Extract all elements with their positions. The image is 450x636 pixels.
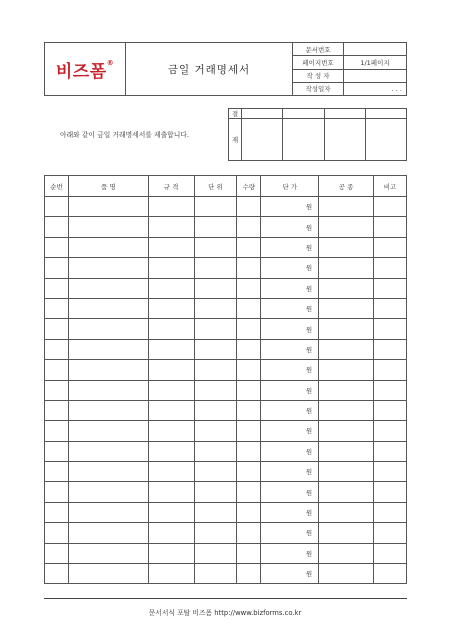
cell-quantity[interactable] [237, 217, 261, 237]
cell-spec[interactable] [148, 217, 194, 237]
cell-item-name[interactable] [68, 258, 148, 278]
cell-seq[interactable] [45, 462, 69, 482]
table-row [45, 360, 407, 380]
cell-spec[interactable] [148, 360, 194, 380]
cell-unit[interactable] [194, 360, 237, 380]
cell-quantity[interactable] [237, 339, 261, 359]
cell-work-type[interactable] [319, 339, 374, 359]
cell-seq[interactable] [45, 319, 69, 339]
cell-unit[interactable] [194, 237, 237, 257]
cell-item-name[interactable] [68, 564, 148, 584]
table-row [45, 543, 407, 563]
cell-quantity[interactable] [237, 400, 261, 420]
cell-quantity[interactable] [237, 421, 261, 441]
approval-slot-header [365, 109, 406, 119]
cell-unit-price[interactable]: 원 [261, 462, 319, 482]
cell-remarks[interactable] [374, 278, 407, 298]
cell-seq[interactable] [45, 278, 69, 298]
document-title: 금일 거래명세서 [126, 43, 293, 96]
cell-work-type[interactable] [319, 258, 374, 278]
statement-table [44, 175, 407, 584]
cell-item-name[interactable] [68, 298, 148, 318]
table-row [45, 421, 407, 441]
cell-work-type[interactable] [319, 482, 374, 502]
cell-item-name[interactable] [68, 217, 148, 237]
cell-seq[interactable] [45, 441, 69, 461]
cell-spec[interactable] [148, 523, 194, 543]
cell-quantity[interactable] [237, 360, 261, 380]
cell-spec[interactable] [148, 298, 194, 318]
cell-quantity[interactable] [237, 462, 261, 482]
cell-seq[interactable] [45, 339, 69, 359]
cell-unit[interactable] [194, 217, 237, 237]
cell-quantity[interactable] [237, 523, 261, 543]
cell-item-name[interactable] [68, 360, 148, 380]
table-row [45, 441, 407, 461]
cell-work-type[interactable] [319, 543, 374, 563]
cell-item-name[interactable] [68, 400, 148, 420]
cell-remarks[interactable] [374, 482, 407, 502]
cell-unit-price[interactable]: 원 [261, 543, 319, 563]
bizforms-logo: 비즈폼® [55, 58, 115, 82]
table-row [45, 400, 407, 420]
table-row [45, 523, 407, 543]
cell-remarks[interactable] [374, 400, 407, 420]
meta-value-date: . . . [344, 82, 407, 95]
approval-signature-slot [365, 119, 406, 161]
cell-item-name[interactable] [68, 462, 148, 482]
cell-quantity[interactable] [237, 298, 261, 318]
cell-remarks[interactable] [374, 523, 407, 543]
cell-quantity[interactable] [237, 197, 261, 217]
cell-unit-price[interactable]: 원 [261, 278, 319, 298]
cell-seq[interactable] [45, 543, 69, 563]
cell-seq[interactable] [45, 421, 69, 441]
logo-cell [45, 43, 126, 96]
cell-unit[interactable] [194, 564, 237, 584]
cell-spec[interactable] [148, 400, 194, 420]
cell-item-name[interactable] [68, 237, 148, 257]
cell-work-type[interactable] [319, 360, 374, 380]
cell-item-name[interactable] [68, 421, 148, 441]
cell-unit[interactable] [194, 502, 237, 522]
cell-item-name[interactable] [68, 441, 148, 461]
cell-work-type[interactable] [319, 523, 374, 543]
cell-seq[interactable] [45, 197, 69, 217]
cell-work-type[interactable] [319, 197, 374, 217]
cell-unit-price[interactable]: 원 [261, 360, 319, 380]
cell-item-name[interactable] [68, 197, 148, 217]
cell-spec[interactable] [148, 380, 194, 400]
cell-spec[interactable] [148, 278, 194, 298]
approval-signature-slot [242, 119, 283, 161]
cell-work-type[interactable] [319, 217, 374, 237]
cell-unit[interactable] [194, 298, 237, 318]
cell-quantity[interactable] [237, 482, 261, 502]
cell-unit-price[interactable]: 원 [261, 339, 319, 359]
cell-unit[interactable] [194, 421, 237, 441]
cell-work-type[interactable] [319, 441, 374, 461]
cell-unit-price[interactable]: 원 [261, 441, 319, 461]
table-row [45, 339, 407, 359]
header-spec: 규 격 [148, 176, 194, 197]
cell-work-type[interactable] [319, 421, 374, 441]
cell-spec[interactable] [148, 237, 194, 257]
cell-unit-price[interactable]: 원 [261, 298, 319, 318]
cell-unit-price[interactable]: 원 [261, 400, 319, 420]
cell-remarks[interactable] [374, 543, 407, 563]
cell-work-type[interactable] [319, 502, 374, 522]
meta-label-date: 작성일자 [293, 82, 344, 95]
meta-value-doc-number [344, 43, 407, 56]
table-row [45, 380, 407, 400]
meta-value-author [344, 69, 407, 82]
meta-label-page-number: 페이지번호 [293, 56, 344, 69]
cell-quantity[interactable] [237, 380, 261, 400]
cell-spec[interactable] [148, 543, 194, 563]
header-seq: 순번 [45, 176, 69, 197]
approval-slot-header [242, 109, 283, 119]
cell-remarks[interactable] [374, 441, 407, 461]
cell-spec[interactable] [148, 482, 194, 502]
cell-remarks[interactable] [374, 339, 407, 359]
cell-work-type[interactable] [319, 564, 374, 584]
cell-unit-price[interactable]: 원 [261, 564, 319, 584]
table-row [45, 217, 407, 237]
header-quantity: 수량 [237, 176, 261, 197]
header-remarks: 비고 [374, 176, 407, 197]
cell-spec[interactable] [148, 197, 194, 217]
table-row [45, 482, 407, 502]
header-unit: 단 위 [194, 176, 237, 197]
cell-remarks[interactable] [374, 258, 407, 278]
table-row [45, 564, 407, 584]
cell-work-type[interactable] [319, 400, 374, 420]
table-row [45, 278, 407, 298]
cell-remarks[interactable] [374, 197, 407, 217]
cell-spec[interactable] [148, 502, 194, 522]
cell-spec[interactable] [148, 421, 194, 441]
cell-unit[interactable] [194, 462, 237, 482]
cell-remarks[interactable] [374, 217, 407, 237]
cell-spec[interactable] [148, 564, 194, 584]
cell-spec[interactable] [148, 339, 194, 359]
cell-spec[interactable] [148, 258, 194, 278]
cell-work-type[interactable] [319, 380, 374, 400]
cell-seq[interactable] [45, 502, 69, 522]
cell-unit-price[interactable]: 원 [261, 237, 319, 257]
cell-quantity[interactable] [237, 543, 261, 563]
header-unit-price: 단 가 [261, 176, 319, 197]
approval-slot-header [324, 109, 365, 119]
cell-item-name[interactable] [68, 319, 148, 339]
cell-unit[interactable] [194, 523, 237, 543]
cell-work-type[interactable] [319, 319, 374, 339]
cell-seq[interactable] [45, 400, 69, 420]
cell-item-name[interactable] [68, 380, 148, 400]
cell-unit-price[interactable]: 원 [261, 197, 319, 217]
cell-work-type[interactable] [319, 462, 374, 482]
cell-remarks[interactable] [374, 319, 407, 339]
cell-remarks[interactable] [374, 462, 407, 482]
cell-seq[interactable] [45, 217, 69, 237]
cell-item-name[interactable] [68, 482, 148, 502]
table-row [45, 237, 407, 257]
cell-item-name[interactable] [68, 523, 148, 543]
approval-label-top: 결 [229, 109, 242, 119]
cell-quantity[interactable] [237, 319, 261, 339]
approval-box [228, 108, 407, 161]
cell-unit-price[interactable]: 원 [261, 380, 319, 400]
cell-quantity[interactable] [237, 278, 261, 298]
cell-unit[interactable] [194, 400, 237, 420]
cell-remarks[interactable] [374, 564, 407, 584]
approval-slot-header [283, 109, 324, 119]
meta-label-doc-number: 문서번호 [293, 43, 344, 56]
cell-item-name[interactable] [68, 339, 148, 359]
cell-unit[interactable] [194, 319, 237, 339]
table-row [45, 298, 407, 318]
cell-unit[interactable] [194, 258, 237, 278]
meta-value-page-number: 1/1페이지 [344, 56, 407, 69]
cell-unit[interactable] [194, 339, 237, 359]
cell-remarks[interactable] [374, 380, 407, 400]
cell-unit[interactable] [194, 482, 237, 502]
cell-work-type[interactable] [319, 298, 374, 318]
meta-label-author: 작 성 자 [293, 69, 344, 82]
cell-unit[interactable] [194, 380, 237, 400]
cell-remarks[interactable] [374, 360, 407, 380]
cell-remarks[interactable] [374, 502, 407, 522]
cell-unit-price[interactable]: 원 [261, 502, 319, 522]
cell-item-name[interactable] [68, 502, 148, 522]
cell-unit[interactable] [194, 543, 237, 563]
cell-seq[interactable] [45, 237, 69, 257]
cell-quantity[interactable] [237, 441, 261, 461]
cell-seq[interactable] [45, 360, 69, 380]
cell-quantity[interactable] [237, 258, 261, 278]
cell-seq[interactable] [45, 523, 69, 543]
table-row [45, 462, 407, 482]
table-row [45, 319, 407, 339]
cell-unit[interactable] [194, 278, 237, 298]
cell-unit-price[interactable]: 원 [261, 319, 319, 339]
cell-spec[interactable] [148, 462, 194, 482]
cell-spec[interactable] [148, 441, 194, 461]
cell-quantity[interactable] [237, 564, 261, 584]
cell-spec[interactable] [148, 319, 194, 339]
header-work-type: 공 종 [319, 176, 374, 197]
cell-remarks[interactable] [374, 298, 407, 318]
cell-unit-price[interactable]: 원 [261, 217, 319, 237]
table-header-row [45, 176, 407, 197]
cell-quantity[interactable] [237, 237, 261, 257]
cell-unit-price[interactable]: 원 [261, 258, 319, 278]
notice-text: 아래와 같이 금일 거래명세서를 제출합니다. [60, 131, 189, 139]
approval-label-bottom: 재 [229, 119, 242, 161]
cell-unit-price[interactable]: 원 [261, 482, 319, 502]
cell-seq[interactable] [45, 258, 69, 278]
cell-work-type[interactable] [319, 237, 374, 257]
header-item-name: 품 명 [68, 176, 148, 197]
document-header [44, 42, 407, 96]
table-row [45, 197, 407, 217]
footer-divider [44, 598, 407, 599]
cell-quantity[interactable] [237, 502, 261, 522]
table-row [45, 258, 407, 278]
cell-item-name[interactable] [68, 278, 148, 298]
cell-unit-price[interactable]: 원 [261, 421, 319, 441]
cell-unit[interactable] [194, 197, 237, 217]
cell-seq[interactable] [45, 482, 69, 502]
cell-seq[interactable] [45, 564, 69, 584]
approval-signature-slot [324, 119, 365, 161]
cell-item-name[interactable] [68, 543, 148, 563]
approval-signature-slot [283, 119, 324, 161]
cell-remarks[interactable] [374, 237, 407, 257]
cell-work-type[interactable] [319, 278, 374, 298]
cell-unit-price[interactable]: 원 [261, 523, 319, 543]
cell-remarks[interactable] [374, 421, 407, 441]
cell-seq[interactable] [45, 380, 69, 400]
cell-unit[interactable] [194, 441, 237, 461]
footer-text: 문서서식 포탈 비즈폼 http://www.bizforms.co.kr [148, 609, 302, 617]
table-row [45, 502, 407, 522]
cell-seq[interactable] [45, 298, 69, 318]
